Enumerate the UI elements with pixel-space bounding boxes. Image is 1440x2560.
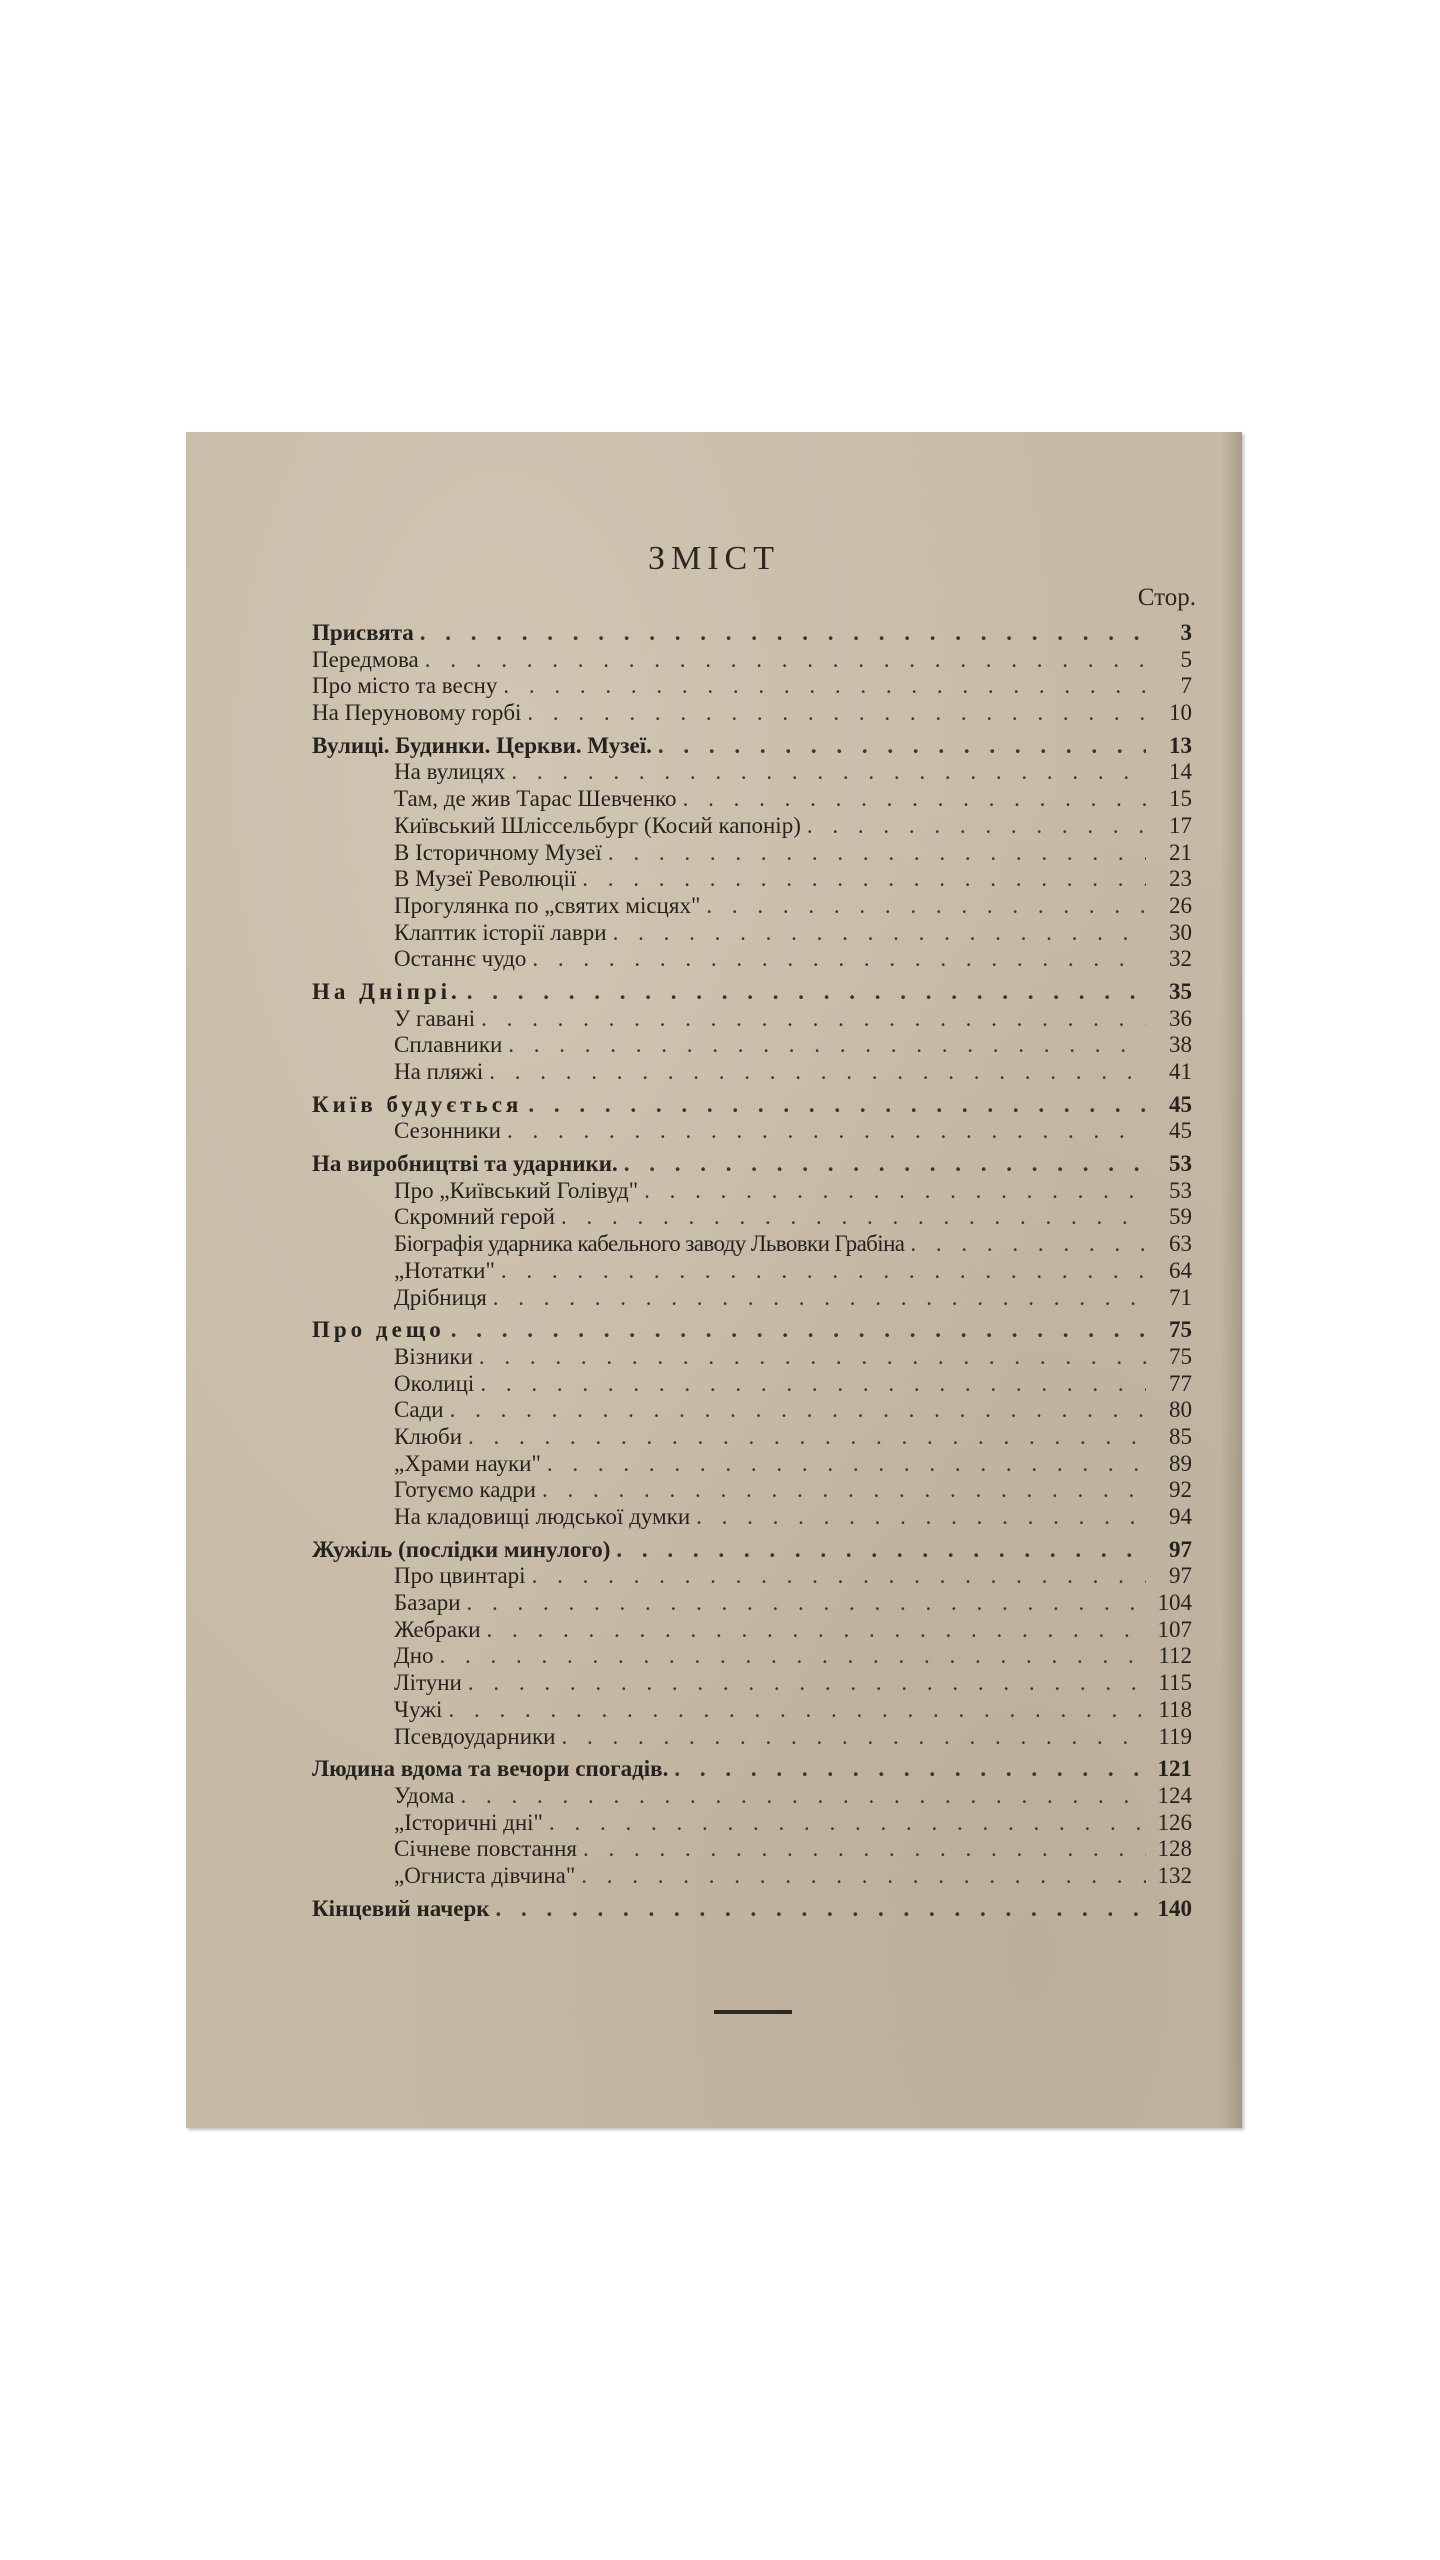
entry-page: 21 (1169, 839, 1192, 865)
entry-page: 30 (1169, 919, 1192, 945)
dot-leader (532, 1563, 1146, 1590)
entry-page: 7 (1180, 673, 1192, 699)
toc-entry (312, 1504, 1192, 1531)
toc-entry (312, 1563, 1192, 1590)
entry-label: Дно (394, 1643, 434, 1669)
entry-label: Візники (394, 1343, 473, 1369)
entry-label: Базари (394, 1590, 461, 1616)
dot-leader (549, 1810, 1146, 1837)
toc-title: ЗМІСТ (647, 540, 781, 577)
toc-entry-city-spring (312, 673, 1192, 700)
entry-label: В Історичному Музеї (394, 839, 602, 865)
entry-page: 140 (1157, 1895, 1192, 1921)
dot-leader (910, 1231, 1146, 1258)
toc-entry (312, 1059, 1192, 1086)
dot-leader (581, 1863, 1146, 1890)
dot-leader (451, 1317, 1146, 1344)
entry-page: 104 (1157, 1590, 1192, 1616)
entry-label: Про місто та весну (312, 673, 498, 699)
dot-leader (489, 1059, 1146, 1086)
section-label: На Дніпрі. (312, 978, 461, 1004)
dot-leader (608, 840, 1146, 867)
entry-page: 75 (1169, 1317, 1192, 1343)
toc-entry (312, 813, 1192, 840)
entry-page: 26 (1169, 892, 1192, 918)
dot-leader (542, 1477, 1146, 1504)
dot-leader (582, 866, 1146, 893)
toc-entry-perun-hill (312, 700, 1192, 727)
entry-label: Скромний герой (394, 1204, 555, 1230)
entry-page: 59 (1169, 1204, 1192, 1230)
dot-leader (467, 1590, 1146, 1617)
entry-page: 118 (1158, 1696, 1192, 1722)
entry-page: 126 (1157, 1809, 1192, 1835)
toc-entry (312, 1006, 1192, 1033)
dot-leader (440, 1643, 1147, 1670)
entry-page: 89 (1169, 1450, 1192, 1476)
entry-label: Останнє чудо (394, 946, 527, 972)
entry-label: На Перуновому горбі (312, 700, 522, 726)
entry-page: 14 (1169, 759, 1192, 785)
dot-leader (674, 1756, 1146, 1783)
toc-entry (312, 1231, 1192, 1258)
dot-leader (583, 1836, 1146, 1863)
entry-label: Про „Київський Голівуд" (394, 1177, 639, 1203)
dot-leader (460, 1783, 1146, 1810)
entry-page: 63 (1169, 1231, 1192, 1257)
dot-leader (616, 1537, 1146, 1564)
entry-label: Про цвинтарі (394, 1563, 526, 1589)
entry-page: 64 (1169, 1257, 1192, 1283)
toc-entry (312, 1863, 1192, 1890)
dot-leader (528, 1092, 1146, 1119)
entry-page: 13 (1169, 732, 1192, 758)
dot-leader (807, 813, 1146, 840)
entry-page: 75 (1169, 1343, 1192, 1369)
entry-page: 17 (1169, 812, 1192, 838)
section-label: На виробництві та ударники. (312, 1151, 618, 1177)
dot-leader (420, 620, 1146, 647)
toc-section-streets (312, 733, 1192, 760)
toc-entry (312, 866, 1192, 893)
dot-leader (706, 893, 1146, 920)
entry-page: 45 (1169, 1118, 1192, 1144)
toc-entry (312, 946, 1192, 973)
entry-page: 97 (1169, 1536, 1192, 1562)
dot-leader (527, 700, 1146, 727)
entry-label: Передмова (312, 646, 419, 672)
toc-entry (312, 786, 1192, 813)
entry-label: Сезонники (394, 1118, 501, 1144)
toc-entry (312, 1617, 1192, 1644)
entry-label: Готуємо кадри (394, 1477, 536, 1503)
entry-label: Клаптик історії лаври (394, 919, 607, 945)
entry-page: 35 (1169, 978, 1192, 1004)
section-label: Жужіль (послідки минулого) (312, 1536, 611, 1562)
section-label: Кінцевий начерк (312, 1895, 490, 1921)
toc-entry-dedication (312, 620, 1192, 647)
entry-label: „Огниста дівчина" (394, 1862, 576, 1888)
toc-section-dnipro (312, 979, 1192, 1006)
entry-page: 32 (1169, 946, 1192, 972)
table-of-contents (312, 620, 1192, 1922)
section-label: Київ будується (312, 1091, 523, 1117)
entry-page: 92 (1169, 1477, 1192, 1503)
section-label: Про дещо (312, 1317, 445, 1343)
entry-page: 112 (1158, 1643, 1192, 1669)
entry-label: На кладовищі людської думки (394, 1504, 691, 1529)
dot-leader (479, 1344, 1146, 1371)
dot-leader (468, 1670, 1146, 1697)
dot-leader (503, 673, 1146, 700)
dot-leader (508, 1032, 1146, 1059)
toc-entry (312, 1118, 1192, 1145)
dot-leader (496, 1896, 1146, 1923)
entry-label: Січневе повстання (394, 1836, 577, 1862)
entry-page: 77 (1169, 1370, 1192, 1396)
toc-entry (312, 1643, 1192, 1670)
entry-page: 3 (1180, 620, 1192, 645)
entry-label: Присвята (312, 620, 414, 645)
toc-entry (312, 1590, 1192, 1617)
toc-entry (312, 1424, 1192, 1451)
entry-page: 38 (1169, 1032, 1192, 1058)
entry-page: 36 (1169, 1005, 1192, 1031)
toc-entry (312, 1204, 1192, 1231)
toc-section-about (312, 1317, 1192, 1344)
entry-page: 53 (1169, 1151, 1192, 1177)
dot-leader (644, 1178, 1146, 1205)
end-rule (714, 2010, 792, 2014)
toc-section-home (312, 1756, 1192, 1783)
entry-page: 85 (1169, 1423, 1192, 1449)
dot-leader (683, 786, 1146, 813)
entry-page: 124 (1157, 1782, 1192, 1808)
dot-leader (450, 1397, 1146, 1424)
entry-label: Жебраки (394, 1616, 481, 1642)
entry-label: Псевдоударники (394, 1723, 556, 1749)
toc-entry (312, 1724, 1192, 1751)
section-label: Вулиці. Будинки. Церкви. Музеї. (312, 732, 652, 758)
entry-label: В Музеї Революції (394, 866, 577, 892)
entry-label: Там, де жив Тарас Шевченко (394, 786, 677, 812)
dot-leader (696, 1504, 1146, 1531)
dot-leader (511, 759, 1146, 786)
toc-entry (312, 1451, 1192, 1478)
toc-entry (312, 920, 1192, 947)
entry-label: Прогулянка по „святих місцях" (394, 892, 701, 918)
toc-entry (312, 1697, 1192, 1724)
toc-section-slag (312, 1537, 1192, 1564)
entry-label: Біографія ударника кабельного заводу Львовки Грабіна (394, 1231, 905, 1257)
dot-leader (561, 1204, 1146, 1231)
dot-leader (547, 1451, 1146, 1478)
page-edge-shadow (1220, 432, 1242, 2128)
entry-page: 23 (1169, 866, 1192, 892)
entry-label: Сади (394, 1397, 444, 1423)
dot-leader (624, 1151, 1146, 1178)
book-page (186, 432, 1242, 2128)
entry-label: У гавані (394, 1005, 476, 1031)
toc-entry (312, 1178, 1192, 1205)
dot-leader (658, 733, 1146, 760)
entry-label: Чужі (394, 1696, 443, 1722)
entry-label: Літуни (394, 1670, 462, 1696)
dot-leader (613, 920, 1146, 947)
dot-leader (507, 1118, 1146, 1145)
toc-entry (312, 759, 1192, 786)
dot-leader (480, 1371, 1146, 1398)
entry-page: 71 (1169, 1284, 1192, 1310)
dot-leader (532, 946, 1146, 973)
toc-entry (312, 1258, 1192, 1285)
toc-entry (312, 1344, 1192, 1371)
dot-leader (448, 1697, 1146, 1724)
entry-label: Удома (394, 1782, 455, 1808)
toc-entry (312, 1371, 1192, 1398)
toc-entry (312, 893, 1192, 920)
entry-page: 80 (1169, 1397, 1192, 1423)
entry-label: Клюби (394, 1423, 463, 1449)
toc-section-kyiv-builds (312, 1092, 1192, 1119)
entry-page: 45 (1169, 1091, 1192, 1117)
entry-page: 107 (1157, 1616, 1192, 1642)
toc-entry (312, 1032, 1192, 1059)
entry-page: 97 (1169, 1563, 1192, 1589)
toc-entry (312, 1783, 1192, 1810)
toc-entry (312, 1285, 1192, 1312)
toc-section-production (312, 1151, 1192, 1178)
entry-page: 119 (1158, 1723, 1192, 1749)
toc-entry (312, 1477, 1192, 1504)
entry-page: 53 (1169, 1177, 1192, 1203)
entry-label: „Історичні дні" (394, 1809, 543, 1835)
entry-label: Сплавники (394, 1032, 503, 1058)
entry-label: Дрібниця (394, 1284, 487, 1310)
entry-label: На вулицях (394, 759, 506, 785)
dot-leader (561, 1724, 1146, 1751)
toc-entry (312, 1670, 1192, 1697)
entry-page: 10 (1169, 700, 1192, 726)
entry-page: 41 (1169, 1059, 1192, 1084)
dot-leader (487, 1617, 1146, 1644)
toc-entry (312, 1836, 1192, 1863)
entry-label: „Нотатки" (394, 1257, 495, 1283)
entry-label: „Храми науки" (394, 1450, 541, 1476)
entry-page: 15 (1169, 786, 1192, 812)
entry-page: 132 (1157, 1862, 1192, 1888)
entry-label: Київський Шліссельбург (Косий капонір) (394, 812, 801, 838)
dot-leader (501, 1258, 1146, 1285)
dot-leader (481, 1006, 1146, 1033)
entry-label: На пляжі (394, 1059, 484, 1084)
dot-leader (425, 647, 1146, 674)
entry-label: Околиці (394, 1370, 475, 1396)
entry-page: 128 (1157, 1836, 1192, 1862)
toc-entry-foreword (312, 647, 1192, 674)
entry-page: 94 (1169, 1504, 1192, 1529)
toc-entry (312, 1397, 1192, 1424)
toc-entry (312, 1810, 1192, 1837)
page-column-label: Стор. (1137, 584, 1196, 611)
section-label: Людина вдома та вечори спогадів. (312, 1756, 669, 1782)
dot-leader (468, 1424, 1146, 1451)
entry-page: 115 (1158, 1670, 1192, 1696)
toc-section-final-sketch (312, 1896, 1192, 1923)
entry-page: 5 (1180, 646, 1192, 672)
dot-leader (467, 979, 1146, 1006)
toc-entry (312, 840, 1192, 867)
entry-page: 121 (1157, 1756, 1192, 1782)
dot-leader (493, 1285, 1146, 1312)
